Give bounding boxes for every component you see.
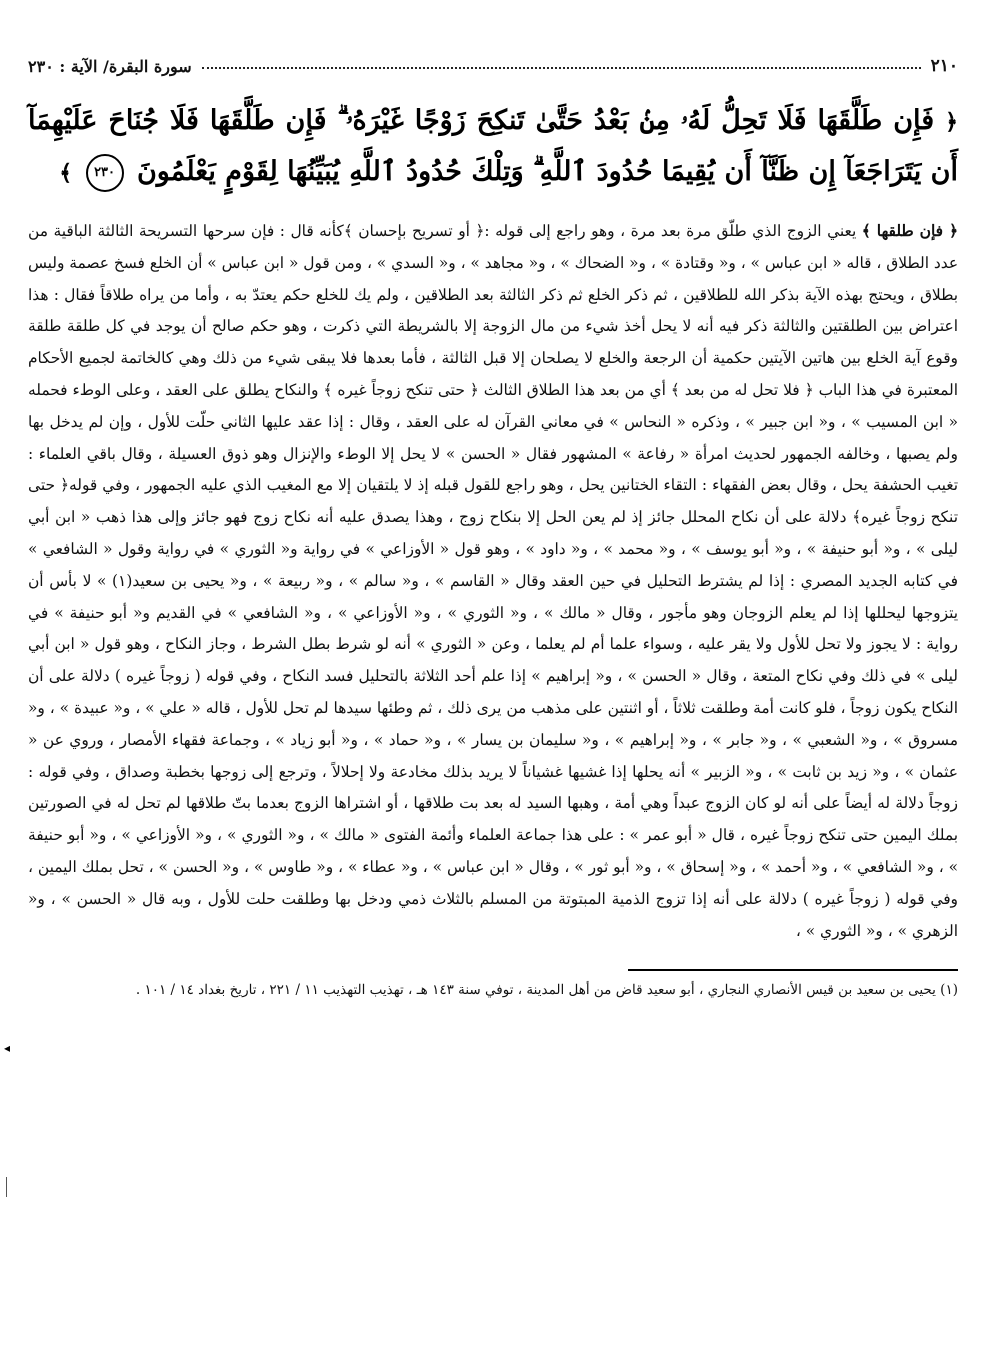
commentary-paragraph bbox=[28, 216, 958, 947]
page-header bbox=[28, 40, 958, 76]
margin-tick-mark bbox=[6, 1177, 7, 1197]
footnote: (١) يحيى بن سعيد بن قيس الأنصاري النجاري ، أبو سعيد قاض من أهل المدينة ، توفي سنة ١٤٣ هـ ، تهذيب التهذيب ١١ / ٢٢١ ، تاريخ بغداد ١٤ / ١٠١ . bbox=[135, 982, 958, 999]
verse-close-bracket: ﴾ bbox=[59, 160, 73, 186]
margin-arrow-icon: ◂ bbox=[4, 1041, 11, 1055]
page-number: ٢١٠ bbox=[930, 56, 958, 76]
footnote-divider bbox=[628, 969, 958, 971]
header-dotted-leader bbox=[202, 66, 921, 69]
commentary-text bbox=[28, 216, 958, 947]
running-title: سورة البقرة/ الآية : ٢٣٠ bbox=[28, 57, 192, 76]
verse-open-bracket: ﴿ bbox=[945, 109, 958, 135]
ayah-number-medallion: ٢٣٠ bbox=[86, 154, 124, 192]
book-page bbox=[28, 40, 958, 1002]
quran-verse bbox=[28, 96, 958, 198]
verse-text: فَإِن طَلَّقَهَا فَلَا تَحِلُّ لَهُۥ مِنۢ بَعْدُ حَتَّىٰ تَنكِحَ زَوْجًا غَيْرَهُۥ ۗ فَإِن طَلَّقَهَا فَلَا جُنَاحَ عَلَيْهِمَآ أَن يَتَرَاجَعَآ إِن ظَنَّآ أَن يُقِيمَا حُدُودَ ٱللَّهِ ۗ وَتِلْكَ حُدُودُ ٱللَّهِ يُبَيِّنُهَا لِقَوْمٍ يَعْلَمُونَ bbox=[28, 105, 958, 187]
lead-quote: ﴿ فإن طلقها ﴾ bbox=[861, 222, 958, 240]
commentary-body: يعني الزوج الذي طلّق مرة بعد مرة ، وهو راجع إلى قوله :﴿ أو تسريح بإحسان ﴾كأنه قال : فإن سرحها التسريحة الثالثة الباقية من عدد الطلاق ، قاله « ابن عباس » ، و« وقتادة » ، و« الضحاك » ، و« مجاهد » ، و« السدي » ، ومن قول « ابن عباس » أن الخلع فسخ عصمة وليس بطلاق ، ويحتج بهذه الآية بذكر الله للطلاقين ، ثم ذكر الخلع ثم ذكر الثالثة بعد الطلاقين ، ولم يك للخلع حكم يعتدّ به ، وأما من يراه طلاقاً فقال : هذا اعتراض بين الطلقتين والثالثة ذكر فيه أنه لا يحل أخذ شيء من مال الزوجة إلا بالشريطة التي ذكرت ، وهو حكم صالح أن يوجد في كل طلقة طلقة وقوع آية الخلع بين هاتين الآيتين حكمية أن الرجعة والخلع لا يصلحان إلا قبل الثالثة ، فأما بعدها فلا يبقى شيء من ذلك وهي كالخاتمة لجميع الأحكام المعتبرة في هذا الباب ﴿ فلا تحل له من بعد ﴾ أي من بعد هذا الطلاق الثالث ﴿ حتى تنكح زوجاً غيره ﴾ والنكاح يطلق على العقد ، وعلى الوطء فحمله « ابن المسيب » ، و« ابن جبير » ، وذكره « النحاس » في معاني القرآن له على العقد ، وقال : إذا عقد عليها الثاني حلّت للأول ، وإن لم يدخل بها ولم يصبها ، وخالفه الجمهور لحديث امرأة « رفاعة » المشهور فقال « الحسن » لا يحل إلا الوطء والإنزال وهو ذوق العسيلة ، وقال باقي العلماء : تغيب الحشفة يحل ، وقال بعض الفقهاء : التقاء الختانين يحل ، وهو راجع للقول قبله إذ لا يلتقيان إلا مع المغيب الذي عليه الجمهور ، وفي قوله﴿ حتى تنكح زوجاً غيره﴾ دلالة على أن نكاح المحلل جائز إذ لم يعن الحل إلا بنكاح زوج ، وهذا يصدق عليه أنه نكاح زوج فهو جائز وإلى هذا ذهب « ابن أبي ليلى » ، و« أبو حنيفة » ، و« أبو يوسف » ، و« محمد » ، و« داود » ، وهو قول « الأوزاعي » في رواية و« الثوري » في رواية وقول « الشافعي » في كتابه الجديد المصري : إذا لم يشترط التحليل في حين العقد وقال « القاسم » ، و« سالم » ، و« ربيعة » ، و« يحيى بن سعيد(١) » لا بأس أن يتزوجها ليحللها إذا لم يعلم الزوجان وهو مأجور ، وقال « مالك » ، و« الثوري » ، و« الأوزاعي » ، و« الشافعي » في القديم و« أبو حنيفة » في رواية : لا يجوز ولا تحل للأول ولا يقر عليه ، وسواء علما أم لم يعلما ، وعن « الثوري » أنه لو شرط بطل الشرط ، وجاز النكاح ، وهو قول « ابن أبي ليلى » في ذلك وفي نكاح المتعة ، وقال « الحسن » ، و« إبراهيم » إذا علم أحد الثلاثة بالتحليل فسد النكاح ، وفي قوله ( زوجاً غيره ) دلالة على أن النكاح يكون زوجاً ، فلو كانت أمة وطلقت ثلاثاً ، أو اثنتين على مذهب من يرى ذلك ، ثم وطئها سيدها لم تحل للأول ، قاله « علي » ، و« عبيدة » ، و« مسروق » ، و« الشعبي » ، و« جابر » ، و« إبراهيم » ، و« سليمان بن يسار » ، و« حماد » ، و« أبو زياد » ، وجماعة فقهاء الأمصار ، وروي عن « عثمان » ، و« زيد بن ثابت » ، و« الزبير » أنه يحلها إذا غشيها غشياناً لا يريد بذلك مخادعة ولا إحلالاً ، وترجع إلى زوجها بخطبة وصداق ، وفي قوله : زوجاً دلالة له أيضاً على أنه لو كان الزوج عبداً وهي أمة ، وهبها السيد له بعد بت طلاقها ، أو اشتراها الزوج بعدما بتّ طلاقها لم تحل له في الصورتين بملك اليمين حتى تنكح زوجاً غيره ، قال « أبو عمر » : على هذا جماعة العلماء وأئمة الفتوى « مالك » ، و« الثوري » ، و« الأوزاعي » ، و« أبو حنيفة » ، و« الشافعي » ، و« أحمد » ، و« إسحاق » ، و« أبو ثور » ، وقال « ابن عباس » ، و« عطاء » ، و« طاوس » ، و« الحسن » ، تحل بملك اليمين ، وفي قوله ( زوجاً غيره ) دلالة على أنه إذا تزوج الذمية المبتوتة من المسلم بالثلاث ذمي ودخل بها وطلقت حلت للأول ، وبه قال « الحسن » ، و« الزهري » ، و« الثوري » ، bbox=[27, 222, 958, 940]
